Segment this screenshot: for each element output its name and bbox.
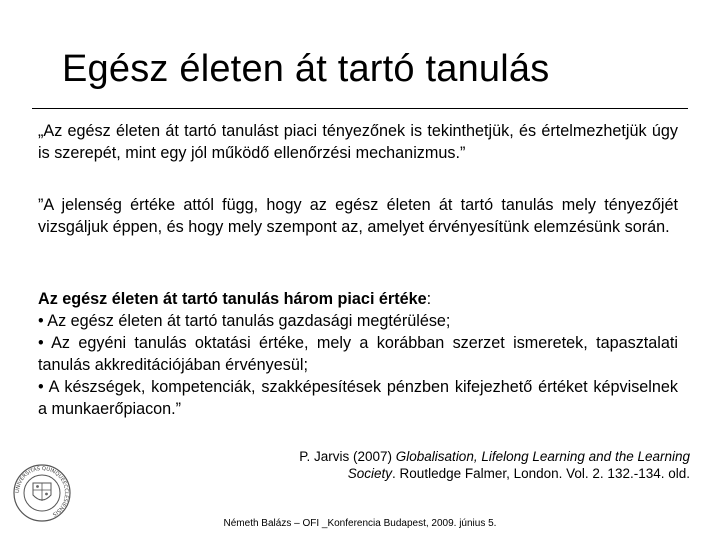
- quote-paragraph-2: ”A jelenség értéke attól függ, hogy az egész életen át tartó tanulás mely tényezőjét vizsgáljuk éppen, és hogy mely szempont az, amelyet érvényesítünk elemzésünk során.: [38, 196, 678, 236]
- university-seal-icon: [12, 463, 72, 523]
- market-values-heading: [38, 288, 678, 310]
- list-item: • A készségek, kompetenciák, szakképesítések pénzben kifejezhető értéket képviselnek a munkaerőpiacon.”: [38, 378, 678, 418]
- market-values-heading-colon: :: [426, 290, 432, 308]
- list-item: • Az egész életen át tartó tanulás gazdasági megtérülése;: [38, 312, 451, 330]
- market-values-section: [38, 288, 678, 420]
- title-divider: [32, 108, 688, 109]
- list-item: • Az egyéni tanulás oktatási értéke, mely a korábban szerzet ismeretek, tapasztalati tanulás akkreditációjában érvényesül;: [38, 334, 678, 374]
- citation-work-title: Globalisation, Lifelong Learning and the Learning Society: [347, 449, 690, 481]
- citation-publisher: . Routledge Falmer, London. Vol. 2. 132.-134. old.: [392, 466, 690, 481]
- seal-lettering: UNIVERSITAS QUINQUEECCLESIENSIS: [14, 465, 70, 518]
- citation: [270, 448, 690, 482]
- citation-author: P. Jarvis (2007): [299, 449, 396, 464]
- slide-title: Egész életen át tartó tanulás: [62, 48, 550, 90]
- footer: Németh Balázs – OFI _Konferencia Budapest, 2009. június 5.: [223, 518, 497, 529]
- market-values-heading-text: Az egész életen át tartó tanulás három piaci értéke: [38, 290, 427, 308]
- quote-paragraph-1: „Az egész életen át tartó tanulást piaci tényezőnek is tekinthetjük, és értelmezhetjük úgy is szerepét, mint egy jól működő ellenőrzési mechanizmus.”: [38, 122, 678, 162]
